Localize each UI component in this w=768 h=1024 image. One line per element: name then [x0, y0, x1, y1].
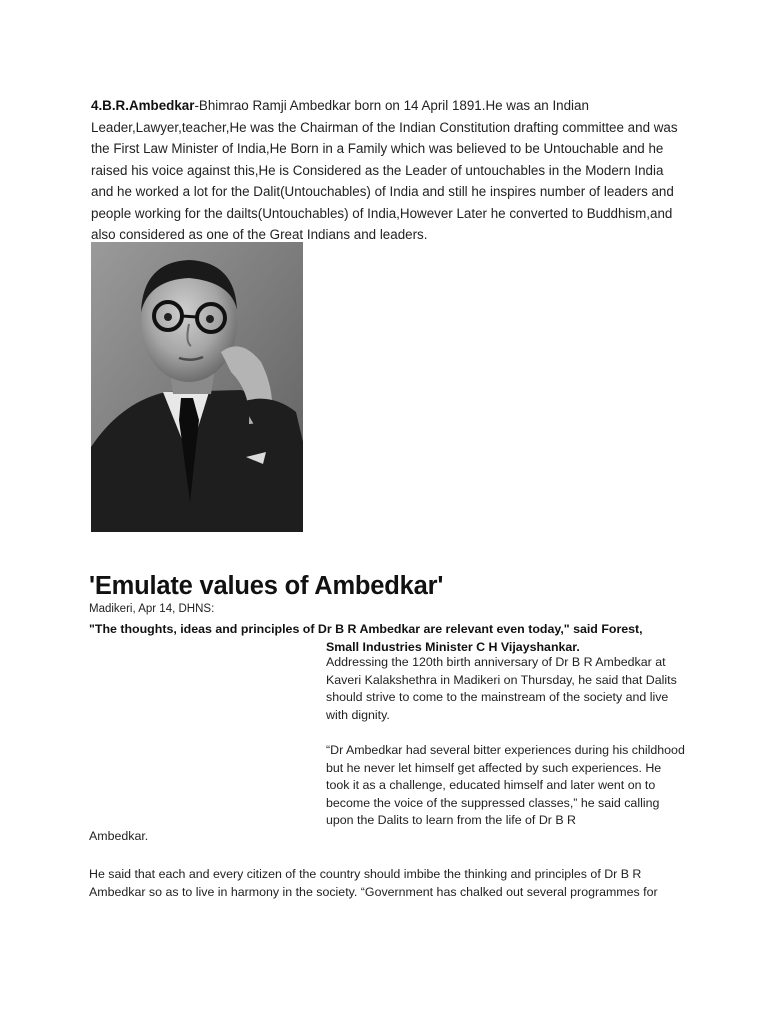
article-lead — [89, 620, 669, 656]
lead-line-2: Small Industries Minister C H Vijayshankar. — [326, 640, 580, 654]
article-dateline: Madikeri, Apr 14, DHNS: — [89, 603, 215, 615]
intro-text: -Bhimrao Ramji Ambedkar born on 14 April 1891.He was an Indian Leader,Lawyer,teacher,He was the Chairman of the Indian Constitution drafting committee and was the First Law Minister of India,He Born in a Family which was believed to be Untouchable and he raised his voice against this,He is Considered as the Leader of untouchables in the Modern India and he worked a lot for the Dalit(Untouchables) of India and still he inspires number of leaders and people working for the dailts(Untouchables) of India,However Later he converted to Buddhism,and also considered as one of the Great Indians and leaders. — [91, 98, 678, 242]
intro-paragraph — [91, 95, 681, 246]
article-paragraph-1: Addressing the 120th birth anniversary of Dr B R Ambedkar at Kaveri Kalakshethra in Madikeri on Thursday, he said that Dalits should strive to come to the mainstream of the society and live with dignity. — [326, 655, 677, 722]
article-headline: 'Emulate values of Ambedkar' — [89, 572, 444, 600]
intro-name: 4.B.R.Ambedkar — [91, 98, 195, 113]
portrait-photo — [91, 242, 303, 532]
article-paragraph-3: He said that each and every citizen of the country should imbibe the thinking and principles of Dr B R Ambedkar so as to live in harmony in the society. “Government has chalked out several programmes for — [89, 867, 658, 899]
lead-line-1: "The thoughts, ideas and principles of Dr B R Ambedkar are relevant even today," said Forest, — [89, 622, 643, 636]
article-paragraph-2-end: Ambedkar. — [89, 829, 149, 843]
article-paragraph-2: “Dr Ambedkar had several bitter experiences during his childhood but he never let himself get affected by such experiences. He took it as a challenge, educated himself and later went on to become the voice of the suppressed classes,” he said calling upon the Dalits to learn from the life of Dr B R — [326, 743, 685, 827]
